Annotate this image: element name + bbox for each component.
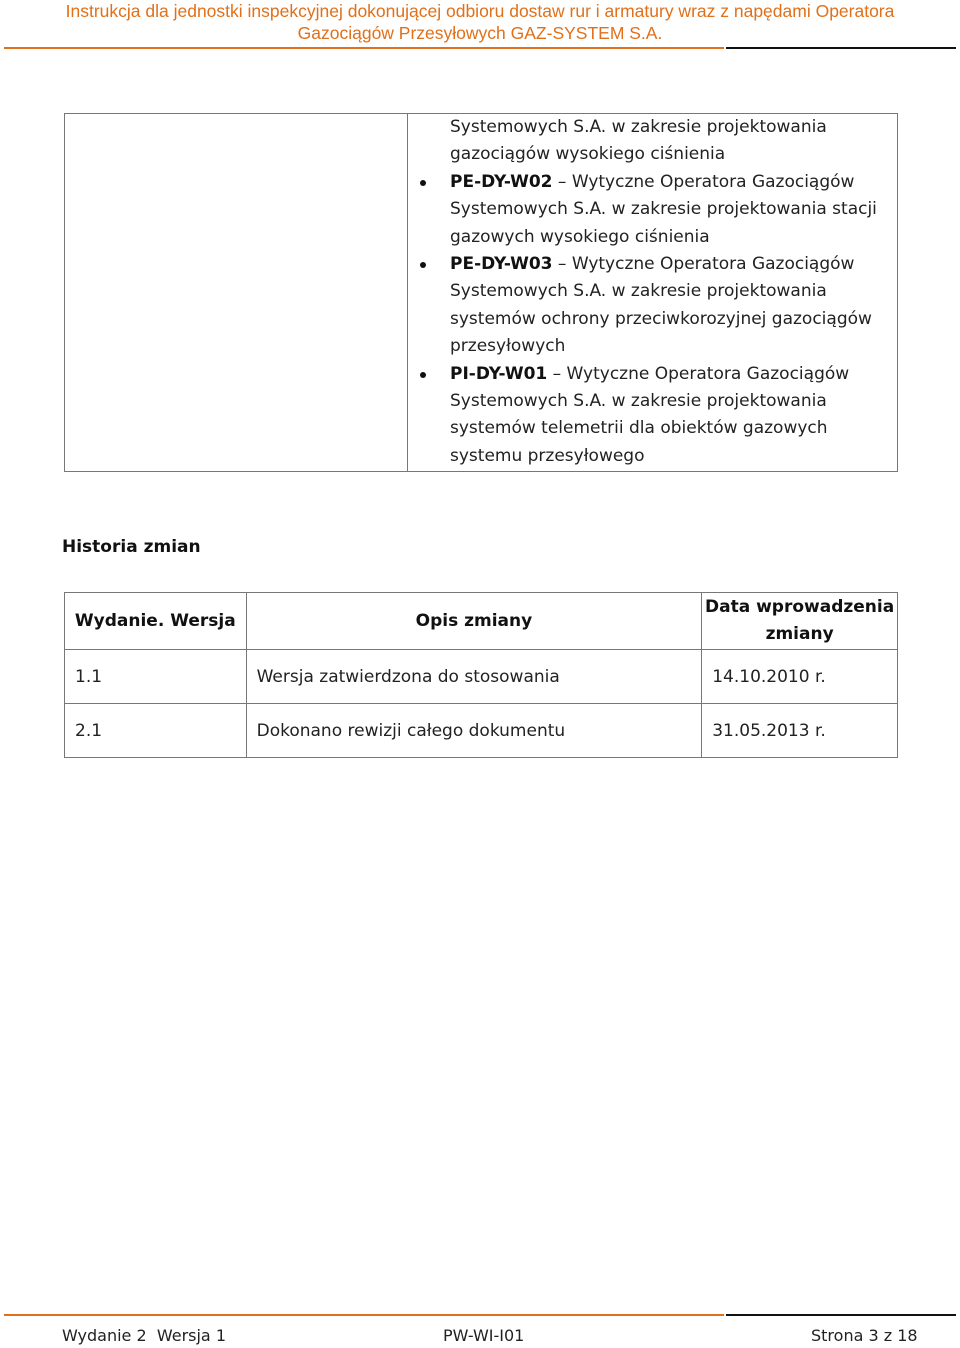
history-heading: Historia zmian (62, 537, 201, 557)
cell-version: 2.1 (65, 704, 247, 758)
reference-continuation (450, 114, 897, 169)
references-row (65, 114, 898, 472)
references-empty-cell (65, 114, 408, 472)
cell-date: 14.10.2010 r. (702, 650, 898, 704)
reference-text: – Wytyczne Operatora Gazociągów Systemowych S.A. w zakresie projektowania stacji gazowych wysokiego ciśnienia (450, 171, 877, 247)
footer-page-number: Strona 3 z 18 (811, 1326, 918, 1345)
table-row (65, 650, 898, 704)
cell-date: 31.05.2013 r. (702, 704, 898, 758)
footer-edition: Wydanie 2 Wersja 1 (62, 1326, 226, 1345)
reference-code: PI-DY-W01 (450, 363, 548, 384)
column-header-description: Opis zmiany (246, 593, 702, 650)
reference-item (450, 169, 897, 251)
header-rule-accent (4, 47, 724, 49)
reference-text: – Wytyczne Operatora Gazociągów Systemowych S.A. w zakresie projektowania systemów ochrony przeciwkorozyjnej gazociągów przesyłowych (450, 254, 872, 357)
table-row (65, 704, 898, 758)
reference-code: PE-DY-W03 (450, 254, 553, 275)
bullet-icon (420, 180, 426, 186)
footer-rule-accent (4, 1314, 724, 1316)
history-header-row (65, 593, 898, 650)
column-header-version: Wydanie. Wersja (65, 593, 247, 650)
references-table (64, 113, 898, 472)
references-list-cell (408, 114, 898, 472)
footer-rule-dark (726, 1314, 956, 1316)
bullet-icon (420, 372, 426, 378)
cell-description: Wersja zatwierdzona do stosowania (246, 650, 702, 704)
reference-item (450, 251, 897, 361)
reference-continuation-text: Systemowych S.A. w zakresie projektowania gazociągów wysokiego ciśnienia (450, 117, 827, 165)
header-rule-dark (726, 47, 956, 49)
references-list (408, 114, 897, 470)
header-title-line-2: Gazociągów Przesyłowych GAZ-SYSTEM S.A. (297, 23, 663, 43)
reference-item (450, 361, 897, 471)
history-table (64, 592, 898, 758)
cell-version: 1.1 (65, 650, 247, 704)
cell-description: Dokonano rewizji całego dokumentu (246, 704, 702, 758)
header-title-line-1: Instrukcja dla jednostki inspekcyjnej dokonującej odbioru dostaw rur i armatury wraz z napędami Operatora (65, 1, 895, 21)
footer-document-code: PW-WI-I01 (443, 1326, 525, 1345)
reference-text: – Wytyczne Operatora Gazociągów Systemowych S.A. w zakresie projektowania systemów telemetrii dla obiektów gazowych systemu przesyłowego (450, 363, 850, 466)
reference-code: PE-DY-W02 (450, 171, 553, 192)
column-header-date: Data wprowadzenia zmiany (702, 593, 898, 650)
document-header (0, 0, 960, 44)
bullet-icon (420, 262, 426, 268)
